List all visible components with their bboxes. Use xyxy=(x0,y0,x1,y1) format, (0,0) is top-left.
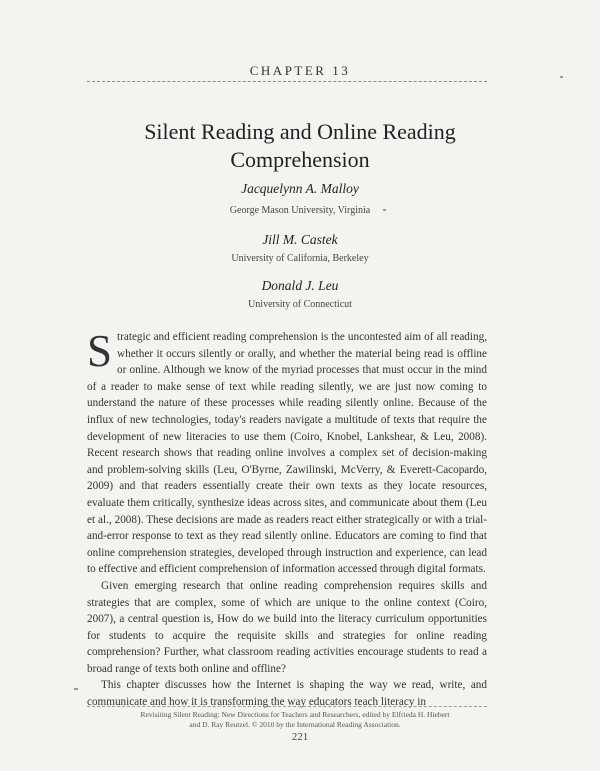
body-paragraph-2: Given emerging research that online reading comprehension requires skills and strategies that are complex, some of which are unique to the online context (Coiro, 2007), a central question is, How do we build into the literacy curriculum opportunities for students to acquire the requisite skills and strategies for online reading comprehension? Further, what classroom reading activities encourage students to read a broad range of texts both online and offline? xyxy=(87,579,487,675)
scan-speck xyxy=(560,76,563,78)
chapter-title-line-2: Comprehension xyxy=(230,147,370,172)
author-name-2: Jill M. Castek xyxy=(262,232,338,247)
author-name-1: Jacquelynn A. Malloy xyxy=(241,181,359,196)
chapter-title-line-1: Silent Reading and Online Reading xyxy=(144,119,456,144)
author-name-3: Donald J. Leu xyxy=(261,278,339,293)
author-affiliation-1: George Mason University, Virginia xyxy=(229,205,371,216)
chapter-rule-divider xyxy=(87,81,487,82)
author-affiliation-2: University of California, Berkeley xyxy=(231,253,369,264)
body-paragraph-1-text: trategic and efficient reading comprehension is the uncontested aim of all reading, whether it occurs silently or orally, and whether the material being read is offline or online. Although we know of the myriad processes that must occur in the mind of a reader to make sense of text while reading silently, we are just now coming to understand the nature of these processes while reading silently online. Because of the influx of new technologies, today's readers navigate a multitude of texts that require the development of new literacies to use them (Coiro, Knobel, Lankshear, & Leu, 2008). Recent research shows that reading online involves a complex set of decision-making and problem-solving skills (Leu, O'Byrne, Zawilinski, McVerry, & Everett-Cacopardo, 2009) and that readers essentially create their own texts as they locate resources, evaluate them critically, synthesize ideas across sites, and communicate about them (Leu et al., 2008). These decisions are made as readers react either strategically or with a trial-and-error response to text as they read silently online. Educators are coming to find that online comprehension strategies, developed through instruction and experience, can lead to effective and efficient comprehension of information accessed through digital formats. xyxy=(87,331,487,576)
body-paragraph-3: This chapter discusses how the Internet is shaping the way we read, write, and communicate and how it is transforming the way educators teach literacy in xyxy=(87,679,487,709)
citation-line-2: and D. Ray Reutzel. © 2010 by the International Reading Association. xyxy=(189,720,401,729)
scan-speck xyxy=(74,688,78,690)
citation-line-1: Revisiting Silent Reading: New Directions for Teachers and Researchers, edited by Elfrieda H. Hiebert xyxy=(140,710,450,719)
page-number: 221 xyxy=(291,731,309,743)
chapter-body xyxy=(87,326,487,711)
drop-cap: S xyxy=(87,326,113,376)
author-affiliation-3: University of Connecticut xyxy=(248,299,352,310)
body-paragraph-1 xyxy=(87,326,487,578)
chapter-title xyxy=(0,118,600,174)
scan-speck xyxy=(383,209,386,211)
footer-rule-divider xyxy=(87,706,487,707)
chapter-heading: CHAPTER 13 xyxy=(249,63,351,78)
citation-footnote xyxy=(110,710,480,730)
